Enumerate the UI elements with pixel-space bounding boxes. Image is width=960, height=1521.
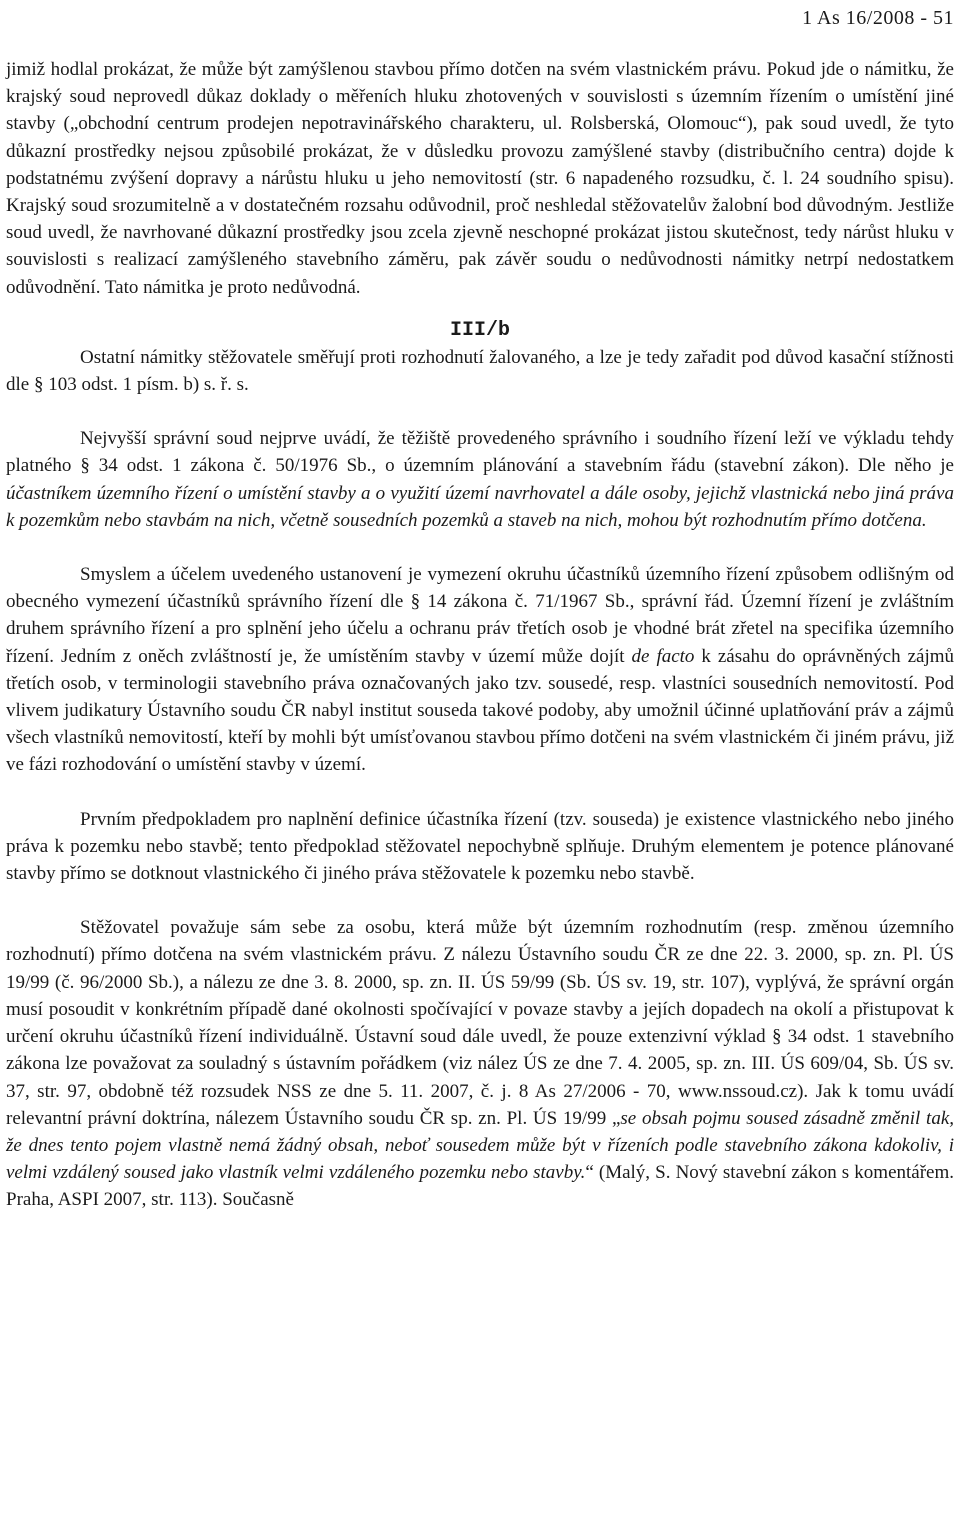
paragraph-6 <box>6 914 954 1213</box>
paragraph-5: Prvním předpokladem pro naplnění definice účastníka řízení (tzv. souseda) je existence vlastnického nebo jiného práva k pozemku nebo stavbě; tento předpoklad stěžovatel nepochybně splňuje. Druhým elementem je potence plánované stavby přímo se dotknout vlastnického či jiného práva stěžovatele k pozemku nebo stavbě. <box>6 808 954 885</box>
paragraph-4-de-facto: de facto <box>631 645 695 667</box>
paragraph-6-text-b: “ (Malý, S. Nový stavební zákon s komentářem. Praha, ASPI 2007, str. 113). Současně <box>6 1162 954 1211</box>
paragraph-6-text-a: Stěžovatel považuje sám sebe za osobu, která může být územním rozhodnutím (resp. změnou územního rozhodnutí) přímo dotčena na svém vlastnickém právu. Z nálezu Ústavního soudu ČR ze dne 22. 3. 2000, sp. zn. Pl. ÚS 19/99 (č. 96/2000 Sb.), a nálezu ze dne 3. 8. 2000, sp. zn. II. ÚS 59/99 (Sb. ÚS sv. 19, str. 107), vyplývá, že správní orgán musí posoudit v konkrétním případě dané okolnosti spočívající v povaze stavby a jejích dopadech na okolí a přistupovat k určení okruhu účastníků řízení individuálně. Ústavní soud dále uvedl, že pouze extenzivní výklad § 34 odst. 1 stavebního zákona lze považovat za souladný s ústavním pořádkem (viz nález ÚS ze dne 7. 4. 2005, sp. zn. III. ÚS 609/04, Sb. ÚS sv. 37, str. 97, obdobně též rozsudek NSS ze dne 5. 11. 2007, č. j. 8 As 27/2006 - 70, www.nssoud.cz). Jak k tomu uvádí relevantní právní doktrína, nálezem Ústavního soudu ČR sp. zn. Pl. ÚS 19/99 „ <box>6 917 954 1129</box>
paragraph-6-quote: se obsah pojmu soused zásadně změnil tak, že dnes tento pojem vlastně nemá žádný obsah, neboť sousedem může být v řízeních podle stavebního zákona kdokoliv, i velmi vzdálený soused jako vlastník velmi vzdáleného pozemku nebo stavby. <box>6 1107 954 1184</box>
paragraph-1: jimiž hodlal prokázat, že může být zamýšlenou stavbou přímo dotčen na svém vlastnickém právu. Pokud jde o námitku, že krajský soud neprovedl důkaz doklady o měřeních hluku zhotovených v souvislosti s územním řízením o umístění jiné stavby („obchodní centrum prodejen nepotravinářského charakteru, ul. Rolsberská, Olomouc“), pak soud uvedl, že tyto důkazní prostředky nejsou způsobilé prokázat, že v důsledku provozu zamýšlené stavby (distribučního centra) dojde k podstatnému zvýšení dopravy a nárůstu hluku u jeho nemovitostí (str. 6 napadeného rozsudku, č. l. 24 soudního spisu). Krajský soud srozumitelně a v dostatečném rozsahu odůvodnil, proč neshledal stěžovatelův žalobní bod důvodným. Jestliže soud uvedl, že navrhované důkazní prostředky jsou zcela zjevně neschopné prokázat jistou skutečnost, tedy nárůst hluku v souvislosti s realizací zamýšleného stavebního záměru, pak závěr soudu o nedůvodnosti námitky netrpí nedostatkem odůvodnění. Tato námitka je proto nedůvodná. <box>6 59 954 298</box>
page-reference: 1 As 16/2008 - 51 <box>802 7 954 29</box>
paragraph-4-text-a: Smyslem a účelem uvedeného ustanovení je vymezení okruhu účastníků územního řízení způsobem odlišným od obecného vymezení účastníků správního řízení dle § 14 zákona č. 71/1967 Sb., správní řád. Územní řízení je zvláštním druhem správního řízení a pro splnění jeho účelu a ochranu práv třetích osob je vhodné brát zřetel na specifika územního řízení. Jedním z oněch zvláštností je, že umístěním stavby v území může dojít <box>6 564 954 667</box>
paragraph-3-text: Nejvyšší správní soud nejprve uvádí, že těžiště provedeného správního i soudního řízení leží ve výkladu tehdy platného § 34 odst. 1 zákona č. 50/1976 Sb., o územním plánování a stavebním řádu (stavební zákon). Dle něho je <box>6 428 954 477</box>
paragraph-3-quote: účastníkem územního řízení o umístění stavby a o využití území navrhovatel a dále osoby, jejichž vlastnická nebo jiná práva k pozemkům nebo stavbám na nich, včetně sousedních pozemků a staveb na nich, mohou být rozhodnutím přímo dotčena. <box>6 482 954 531</box>
paragraph-4-text-b: k zásahu do oprávněných zájmů třetích osob, v terminologii stavebního práva označovaných jako tzv. sousedé, resp. vlastníci sousedních nemovitostí. Pod vlivem judikatury Ústavního soudu ČR nabyl institut souseda takové podoby, aby umožnil účinné uplatňování práv a zájmů všech vlastníků nemovitostí, kteří by mohli být umísťovanou stavbou přímo dotčeni na svém vlastnickém či jiném právu, již ve fázi rozhodování o umístění stavby v území. <box>6 645 954 776</box>
document-body <box>6 56 954 1214</box>
paragraph-3 <box>6 425 954 534</box>
paragraph-2: Ostatní námitky stěžovatele směřují proti rozhodnutí žalovaného, a lze je tedy zařadit pod důvod kasační stížnosti dle § 103 odst. 1 písm. b) s. ř. s. <box>6 346 954 396</box>
section-heading: III/b <box>449 318 510 342</box>
paragraph-4 <box>6 561 954 779</box>
